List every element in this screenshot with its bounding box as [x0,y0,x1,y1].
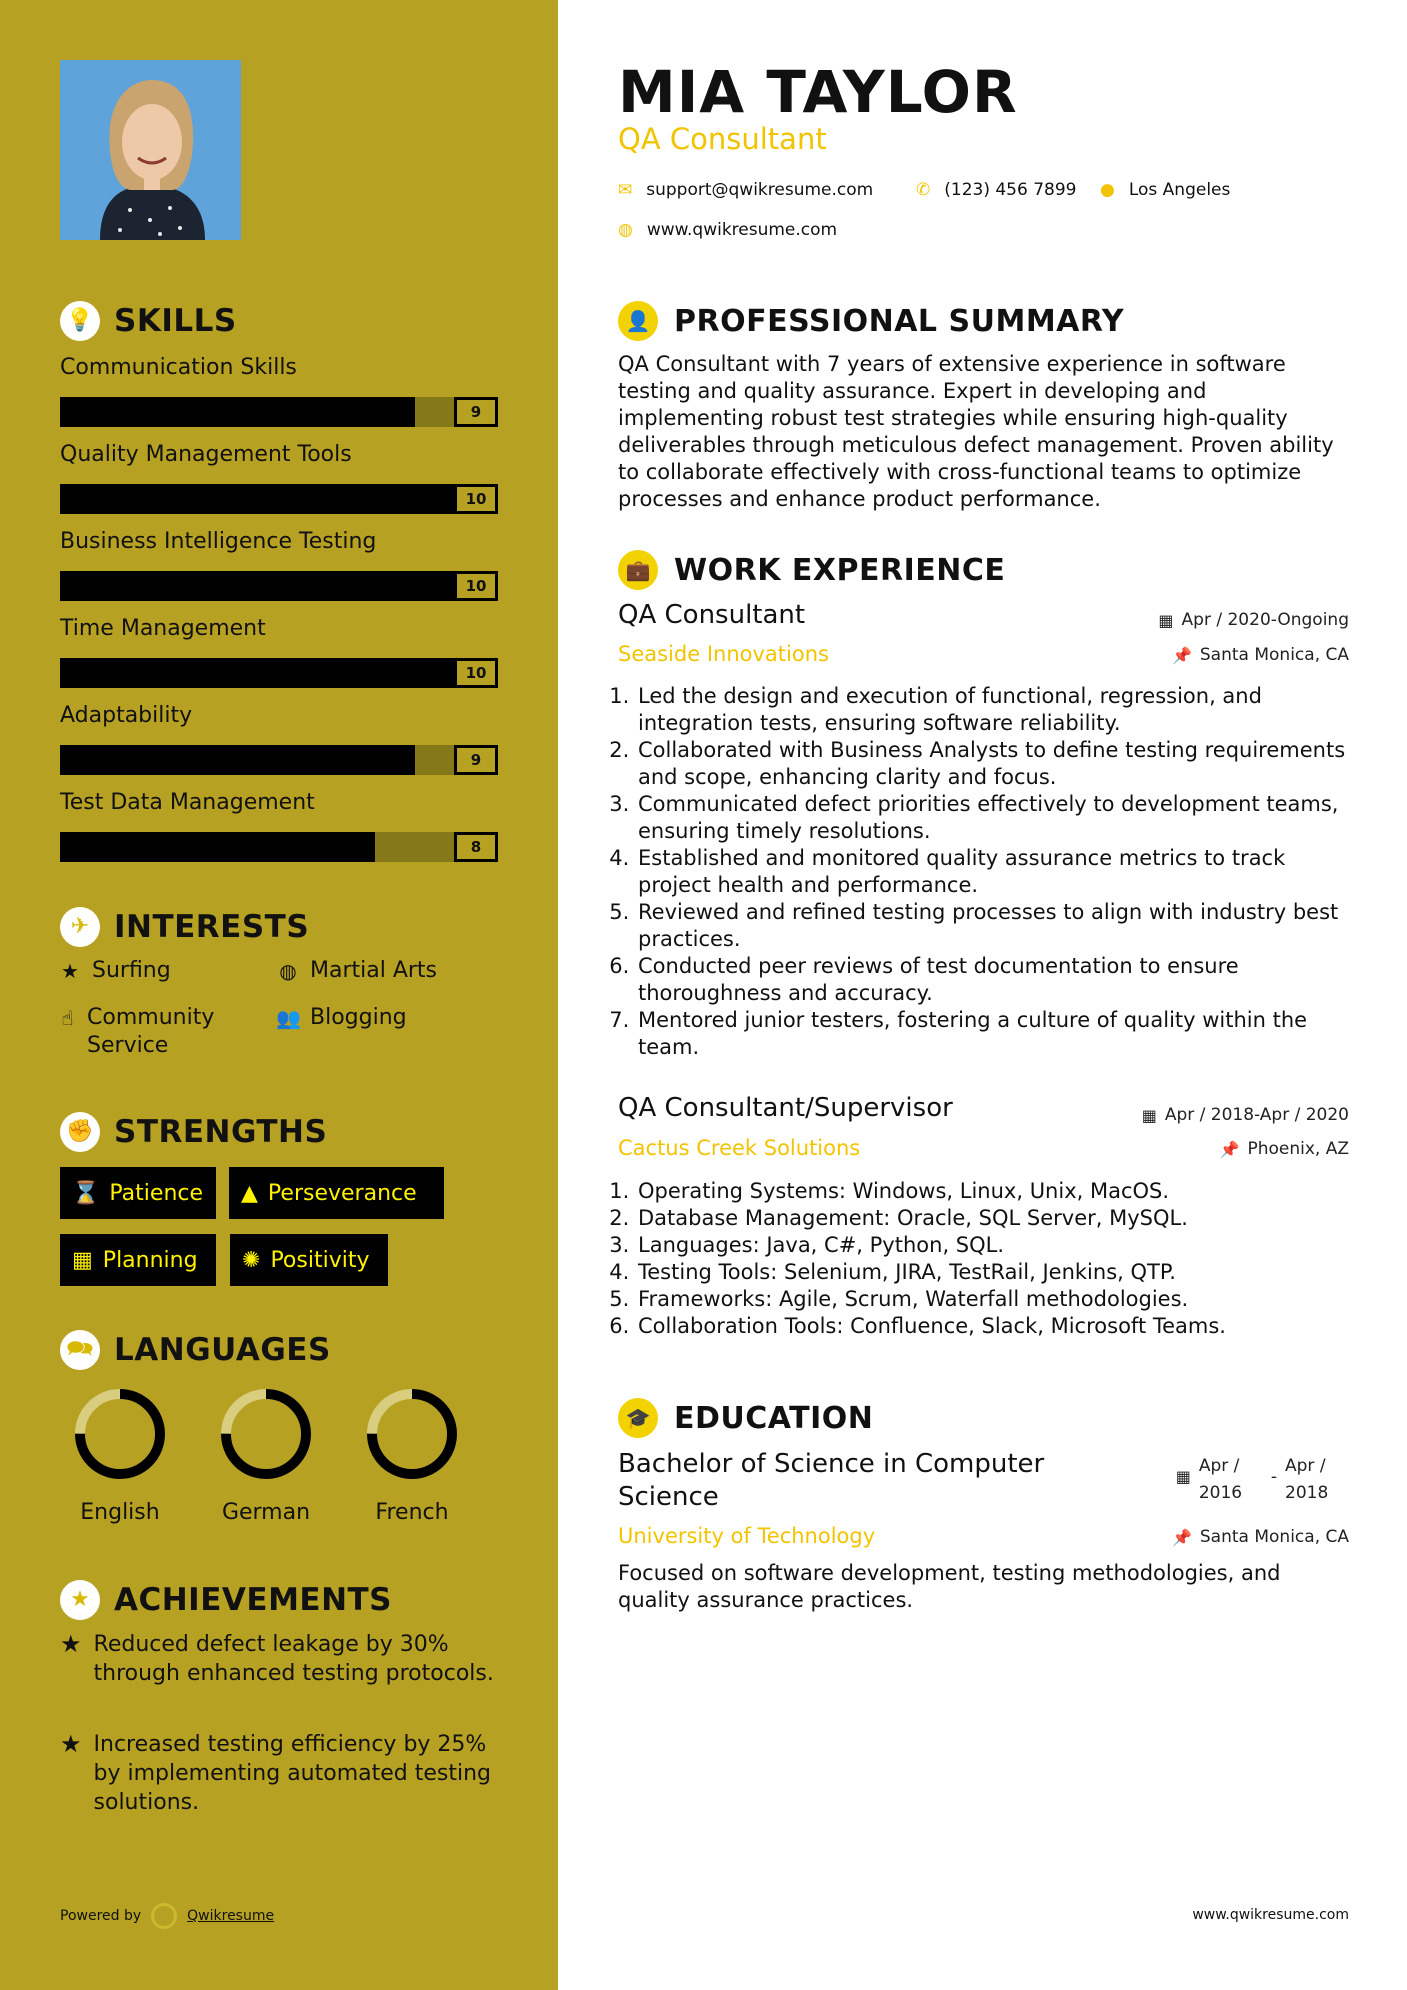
paper-plane-icon: ✈ [60,907,100,947]
job-bullets [618,1178,1348,1340]
strength-badge [229,1167,444,1219]
strength-label: Patience [109,1180,204,1206]
experience-heading [618,550,1005,590]
job-bullet: 7. Mentored junior testers, fostering a culture of quality within the team. [636,1007,1348,1061]
education-location [1172,1527,1349,1547]
pin-icon: 📌 [1171,645,1192,665]
candidate-name: MIA TAYLOR [618,58,1018,126]
fist-icon: ✊ [60,1112,100,1152]
achievement-item [60,1630,500,1688]
skills-title: SKILLS [114,303,237,339]
job-location-text: Phoenix, AZ [1247,1139,1349,1159]
skill-bar-fill [60,658,454,688]
job-bullet: 6. Conducted peer reviews of test documentation to ensure thoroughness and accuracy. [636,953,1348,1007]
job-dates [1158,610,1349,630]
interest-label: Martial Arts [310,958,438,983]
skill-value: 9 [454,745,498,775]
email-text[interactable]: support@qwikresume.com [646,180,874,200]
skill-bar-fill [60,832,375,862]
job-bullet: 4. Testing Tools: Selenium, JIRA, TestRail, Jenkins, QTP. [636,1259,1348,1286]
company-name: Cactus Creek Solutions [618,1136,861,1160]
skill-label: Communication Skills [60,355,297,380]
skill-label: Time Management [60,616,266,641]
job-bullet: 2. Database Management: Oracle, SQL Server, MySQL. [636,1205,1348,1232]
language-item [60,1386,180,1525]
skill-bar [60,832,498,862]
language-icon: 🗪 [60,1330,100,1370]
job-bullet: 1. Led the design and execution of functional, regression, and integration tests, ensuring software reliability. [636,683,1348,737]
language-item [206,1386,326,1525]
language-ring [218,1386,314,1482]
skill-value: 10 [454,658,498,688]
education-location-text: Santa Monica, CA [1199,1527,1349,1547]
strength-label: Positivity [270,1247,370,1273]
skill-bar [60,745,498,775]
contact-phone [916,180,1076,200]
footer-url[interactable]: www.qwikresume.com [1192,1907,1349,1923]
skill-value: 10 [454,571,498,601]
achievement-item [60,1730,500,1817]
phone-text: (123) 456 7899 [944,180,1077,200]
strength-label: Planning [102,1247,198,1273]
star-icon: ★ [61,959,79,983]
skill-bar-fill [60,484,454,514]
job-bullet: 4. Established and monitored quality assurance metrics to track project health and performance. [636,845,1348,899]
achievements-title: ACHIEVEMENTS [114,1582,393,1618]
envelope-icon: ✉ [618,180,633,200]
skill-label: Business Intelligence Testing [60,529,377,554]
strengths-title: STRENGTHS [114,1114,328,1150]
education-dates [1176,1453,1349,1507]
language-label: German [221,1500,311,1525]
skill-item [60,614,498,688]
job-location-text: Santa Monica, CA [1199,645,1349,665]
skill-label: Test Data Management [60,790,315,815]
interest-label: Blogging [310,1005,407,1030]
star-badge-icon: ★ [60,1580,100,1620]
education-title: EDUCATION [674,1400,874,1436]
interests-title: INTERESTS [114,909,310,945]
sidebar [0,0,558,1990]
education-description: Focused on software development, testing methodologies, and quality assurance practices. [618,1561,1281,1612]
language-ring [364,1386,460,1482]
skill-bar [60,571,498,601]
degree-title: Bachelor of Science in Computer Science [618,1449,1045,1512]
website-text[interactable]: www.qwikresume.com [646,220,838,240]
powered-by-label: Powered by [60,1908,142,1924]
qwikresume-logo-icon [151,1903,177,1929]
shooting-star-icon: ★ [60,1630,82,1658]
hourglass-icon: ⌛ [72,1180,100,1206]
skill-bar-fill [60,571,454,601]
calendar-icon: ▦ [1158,610,1174,630]
calendar-icon: ▦ [72,1247,93,1273]
interest-item [58,957,171,985]
education-dash: - [1270,1467,1277,1487]
strength-badge [60,1167,216,1219]
job-title: QA Consultant/Supervisor [618,1093,953,1123]
graduation-cap-icon: 🎓 [618,1398,658,1438]
interests-heading [60,907,309,947]
language-label: French [375,1500,449,1525]
contact-website[interactable] [618,220,837,240]
pin-icon: 📌 [1171,1527,1192,1547]
contact-email[interactable] [618,180,873,200]
language-ring [72,1386,168,1482]
job-bullet: 5. Reviewed and refined testing processes to align with industry best practices. [636,899,1348,953]
map-pin-icon: ● [1100,180,1115,200]
job-bullet: 1. Operating Systems: Windows, Linux, Unix, MacOS. [636,1178,1348,1205]
achievements-heading [60,1580,392,1620]
skill-bar [60,397,498,427]
language-label: English [80,1500,160,1525]
job-dates-text: Apr / 2020-Ongoing [1181,610,1349,630]
skill-item [60,527,498,601]
skill-value: 9 [454,397,498,427]
company-name: Seaside Innovations [618,642,829,666]
skill-item [60,440,498,514]
job-bullets [618,683,1348,1061]
interest-label: Surfing [92,958,171,983]
brand-link[interactable]: Qwikresume [187,1908,275,1924]
achievement-text: Increased testing efficiency by 25% by implementing automated testing solutions. [93,1732,492,1815]
hand-icon: ☝ [61,1006,74,1030]
skill-value: 10 [454,484,498,514]
summary-text: QA Consultant with 7 years of extensive experience in software testing and quality assurance. Expert in developing and implementing robust test strategies while ensuring high-quality deliverables through meticulous defect management. Proven ability to collaborate effectively with cross-functional teams to optimize processes and enhance product performance. [618,352,1334,511]
skill-item [60,353,498,427]
globe-icon: ◍ [279,959,297,983]
sun-icon: ✺ [242,1247,261,1273]
education-heading [618,1398,873,1438]
users-icon: 👥 [276,1006,301,1030]
achievement-text: Reduced defect leakage by 30% through enhanced testing protocols. [93,1632,494,1686]
job-title: QA Consultant [618,600,806,630]
interest-label: Community Service [87,1005,215,1058]
job-bullet: 5. Frameworks: Agile, Scrum, Waterfall methodologies. [636,1286,1348,1313]
profile-photo [60,60,241,240]
calendar-icon: ▦ [1141,1105,1157,1125]
summary-heading [618,301,1124,341]
skill-bar-fill [60,745,415,775]
skill-bar-fill [60,397,415,427]
strengths-heading [60,1112,327,1152]
shooting-star-icon: ★ [60,1730,82,1758]
interest-item [276,957,437,985]
lightbulb-icon: 💡 [60,301,100,341]
job-bullet: 3. Languages: Java, C#, Python, SQL. [636,1232,1348,1259]
strength-badge [60,1234,216,1286]
skill-label: Adaptability [60,703,193,728]
road-icon: ▲ [241,1180,258,1206]
calendar-icon: ▦ [1175,1467,1191,1486]
languages-title: LANGUAGES [114,1332,331,1368]
phone-icon: ✆ [916,180,931,200]
pin-icon: 📌 [1219,1139,1240,1159]
job-bullet: 2. Collaborated with Business Analysts to define testing requirements and scope, enhancing clarity and focus. [636,737,1348,791]
skill-item [60,701,498,775]
strength-label: Perseverance [267,1180,417,1206]
interest-item [58,1004,258,1060]
skill-bar [60,484,498,514]
skill-label: Quality Management Tools [60,442,352,467]
languages-heading [60,1330,331,1370]
contact-location [1100,180,1230,200]
globe-icon: ◍ [618,220,633,240]
job-location [1172,645,1349,665]
job-bullet: 3. Communicated defect priorities effectively to development teams, ensuring timely resolutions. [636,791,1348,845]
job-location [1220,1139,1349,1159]
skill-item [60,788,498,862]
skill-bar [60,658,498,688]
powered-by [60,1903,274,1929]
job-dates [1142,1105,1349,1125]
job-bullet: 6. Collaboration Tools: Confluence, Slack, Microsoft Teams. [636,1313,1348,1340]
location-text: Los Angeles [1128,180,1231,200]
briefcase-icon: 💼 [618,550,658,590]
summary-title: PROFESSIONAL SUMMARY [674,303,1125,339]
experience-title: WORK EXPERIENCE [674,552,1006,588]
skill-value: 8 [454,832,498,862]
school-name: University of Technology [618,1524,876,1548]
education-end: Apr / 2018 [1285,1456,1329,1503]
user-icon: 👤 [618,301,658,341]
skills-heading [60,301,237,341]
candidate-role: QA Consultant [618,122,827,156]
interest-item [276,1004,407,1032]
language-item [352,1386,472,1525]
strength-badge [230,1234,388,1286]
education-start: Apr / 2016 [1198,1456,1243,1503]
job-dates-text: Apr / 2018-Apr / 2020 [1164,1105,1349,1125]
